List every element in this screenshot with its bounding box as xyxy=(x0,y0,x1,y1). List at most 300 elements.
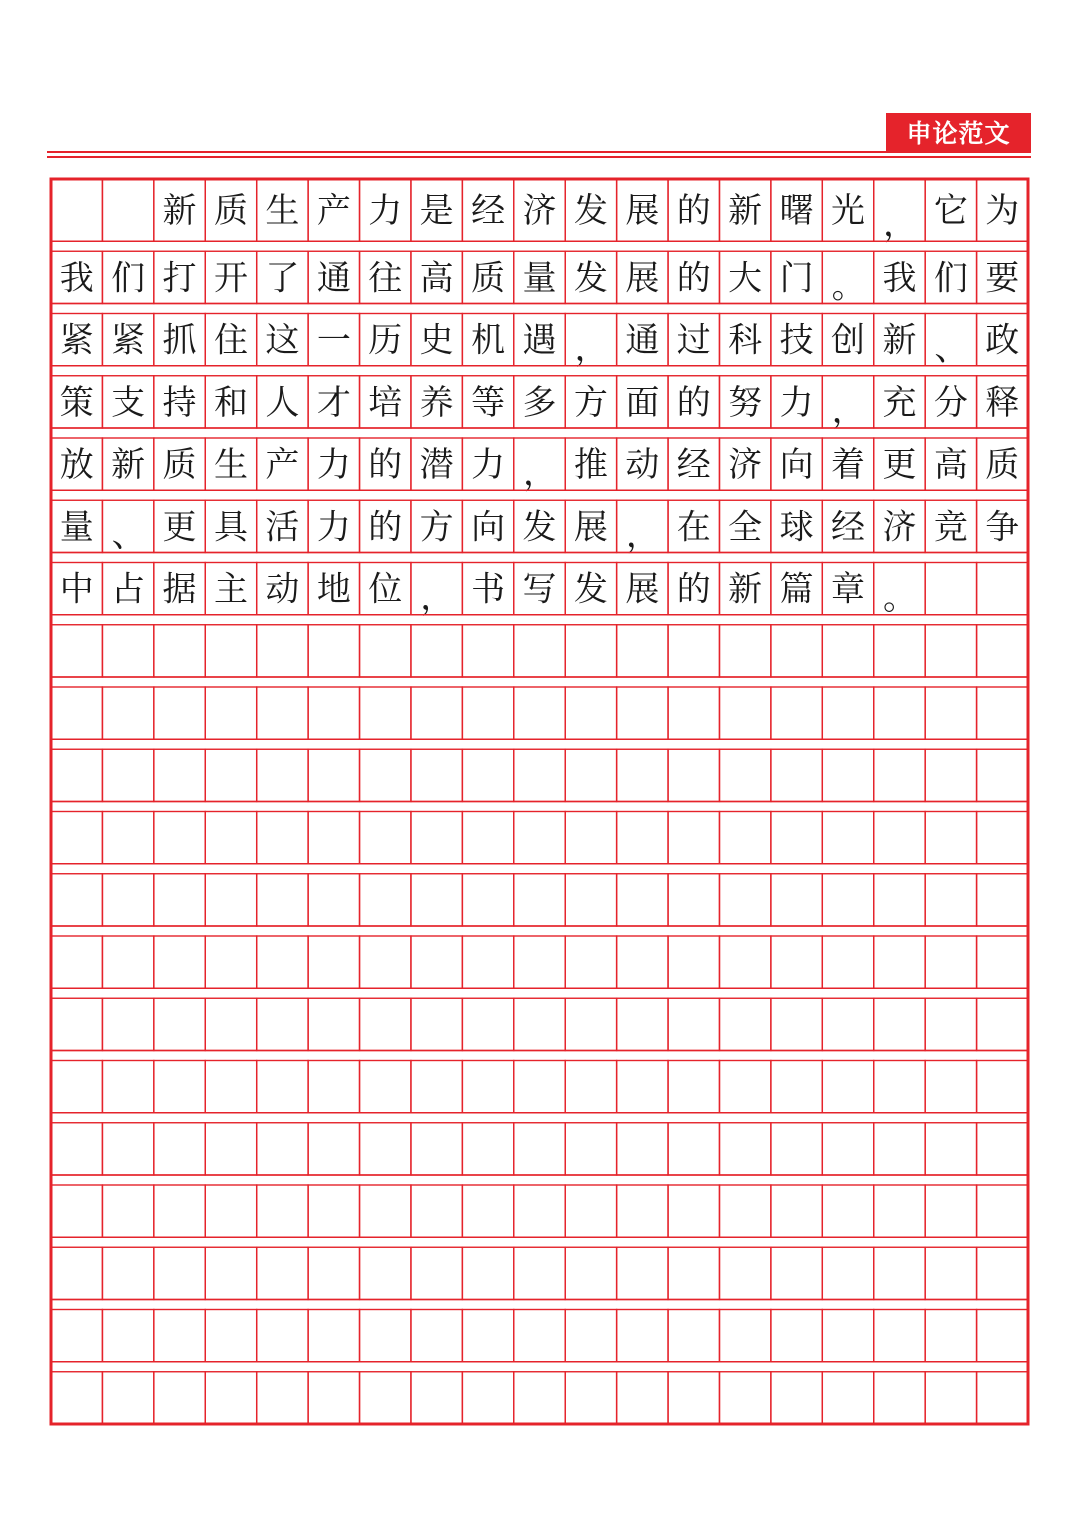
grid-cell xyxy=(565,687,616,739)
essay-character: 经 xyxy=(676,445,711,486)
grid-cell xyxy=(925,1123,976,1175)
essay-character: 发 xyxy=(573,569,608,610)
grid-cell xyxy=(205,1247,256,1299)
grid-cell xyxy=(360,1310,411,1362)
grid-cell xyxy=(360,1123,411,1175)
essay-character: 是 xyxy=(419,191,454,232)
essay-punctuation: ， xyxy=(831,391,866,431)
grid-cell xyxy=(154,1061,205,1113)
essay-character: 济 xyxy=(728,445,763,486)
grid-cell xyxy=(668,1372,719,1424)
grid-cell xyxy=(411,625,462,677)
essay-character: 新 xyxy=(728,569,763,610)
essay-character: 开 xyxy=(213,258,248,299)
grid-cell xyxy=(51,812,102,864)
grid-cell xyxy=(565,874,616,926)
grid-cell xyxy=(205,874,256,926)
grid-cell xyxy=(668,1061,719,1113)
grid-cell xyxy=(771,1247,822,1299)
grid-cell xyxy=(565,1123,616,1175)
grid-cell xyxy=(617,1123,668,1175)
grid-cell xyxy=(771,687,822,739)
grid-cell xyxy=(617,874,668,926)
grid-cell xyxy=(668,1247,719,1299)
grid-cell xyxy=(308,1310,359,1362)
grid-cell xyxy=(360,1185,411,1237)
grid-cell xyxy=(257,874,308,926)
grid-cell xyxy=(462,1061,513,1113)
grid-cell xyxy=(154,1123,205,1175)
grid-cell xyxy=(257,687,308,739)
essay-character: 们 xyxy=(933,258,968,299)
essay-character: 住 xyxy=(213,320,248,361)
grid-cell xyxy=(565,1185,616,1237)
essay-character: 们 xyxy=(111,258,146,299)
grid-cell xyxy=(668,1123,719,1175)
grid-cell xyxy=(771,1310,822,1362)
grid-cell xyxy=(102,749,153,801)
grid-cell xyxy=(977,1123,1028,1175)
grid-cell xyxy=(411,1123,462,1175)
grid-cell xyxy=(51,1061,102,1113)
essay-character: 质 xyxy=(213,191,248,232)
grid-cell xyxy=(874,998,925,1050)
grid-cell xyxy=(822,812,873,864)
grid-cell xyxy=(925,749,976,801)
grid-cell xyxy=(514,998,565,1050)
essay-character: 动 xyxy=(265,569,300,610)
grid-cell xyxy=(977,749,1028,801)
grid-cell xyxy=(719,625,770,677)
grid-cell xyxy=(102,687,153,739)
grid-cell xyxy=(102,936,153,988)
grid-cell xyxy=(257,936,308,988)
grid-cell xyxy=(51,625,102,677)
essay-character: 我 xyxy=(882,258,917,299)
grid-cell xyxy=(51,749,102,801)
grid-cell xyxy=(411,749,462,801)
essay-character: 方 xyxy=(419,507,454,548)
essay-character: 面 xyxy=(625,382,660,423)
essay-character: 等 xyxy=(471,382,506,423)
grid-cell xyxy=(257,1310,308,1362)
grid-cell xyxy=(411,1061,462,1113)
essay-character: 技 xyxy=(779,320,814,361)
essay-character: 生 xyxy=(265,191,300,232)
essay-character: 书 xyxy=(471,569,506,610)
grid-cell xyxy=(925,1061,976,1113)
grid-cell xyxy=(977,874,1028,926)
essay-character: 策 xyxy=(59,382,94,423)
grid-cell xyxy=(617,1372,668,1424)
essay-character: 全 xyxy=(728,507,763,548)
essay-character: 地 xyxy=(316,569,351,610)
grid-cell xyxy=(668,749,719,801)
essay-character: 曙 xyxy=(779,191,814,232)
grid-cell xyxy=(308,1372,359,1424)
grid-cell xyxy=(719,936,770,988)
grid-cell xyxy=(874,1123,925,1175)
grid-cell xyxy=(719,1247,770,1299)
essay-punctuation: 。 xyxy=(882,577,917,618)
grid-cell xyxy=(308,998,359,1050)
essay-punctuation: 、 xyxy=(111,515,146,556)
essay-character: 打 xyxy=(162,258,197,299)
grid-cell xyxy=(565,625,616,677)
essay-character: 向 xyxy=(471,507,506,548)
grid-cell xyxy=(154,749,205,801)
essay-character: 着 xyxy=(831,445,866,486)
essay-character: 支 xyxy=(111,382,146,423)
grid-cell xyxy=(668,625,719,677)
grid-cell xyxy=(514,687,565,739)
essay-character: 史 xyxy=(419,320,454,361)
essay-character: 具 xyxy=(213,507,248,548)
grid-cell xyxy=(565,749,616,801)
grid-cell xyxy=(668,1310,719,1362)
grid-cell xyxy=(360,625,411,677)
essay-character: 位 xyxy=(368,569,403,610)
grid-cell xyxy=(154,874,205,926)
essay-character: 养 xyxy=(419,382,454,423)
essay-character: 产 xyxy=(316,191,351,232)
grid-cell xyxy=(462,1372,513,1424)
grid-cell xyxy=(205,936,256,988)
essay-character: 展 xyxy=(625,569,660,610)
grid-cell xyxy=(102,1310,153,1362)
essay-character: 紧 xyxy=(111,320,146,361)
essay-character: 了 xyxy=(265,258,300,299)
grid-cell xyxy=(617,936,668,988)
grid-cell xyxy=(514,1310,565,1362)
grid-cell xyxy=(874,874,925,926)
grid-cell xyxy=(154,936,205,988)
essay-character: 创 xyxy=(831,320,866,361)
essay-character: 更 xyxy=(162,507,197,548)
essay-character: 发 xyxy=(522,507,557,548)
grid-cell xyxy=(462,1247,513,1299)
grid-cell xyxy=(308,1185,359,1237)
essay-character: 经 xyxy=(831,507,866,548)
essay-character: 紧 xyxy=(59,320,94,361)
grid-cell xyxy=(308,1061,359,1113)
essay-character: 产 xyxy=(265,445,300,486)
essay-character: 和 xyxy=(213,382,248,423)
grid-cell xyxy=(360,749,411,801)
essay-punctuation: ， xyxy=(574,328,609,369)
essay-category-badge: 申论范文 xyxy=(886,113,1031,151)
grid-cell xyxy=(514,1185,565,1237)
grid-cell xyxy=(154,1372,205,1424)
grid-cell xyxy=(514,874,565,926)
grid-cell xyxy=(617,1061,668,1113)
grid-cell xyxy=(771,936,822,988)
grid-cell xyxy=(411,1372,462,1424)
grid-cell xyxy=(977,1372,1028,1424)
grid-cell xyxy=(205,625,256,677)
grid-cell xyxy=(977,1061,1028,1113)
grid-cell xyxy=(360,874,411,926)
grid-cell xyxy=(257,1372,308,1424)
grid-cell xyxy=(719,874,770,926)
grid-cell xyxy=(462,1185,513,1237)
grid-cell xyxy=(411,936,462,988)
grid-cell xyxy=(925,687,976,739)
essay-character: 济 xyxy=(882,507,917,548)
essay-character: 努 xyxy=(728,382,763,423)
essay-character: 的 xyxy=(676,569,711,610)
grid-cell xyxy=(462,687,513,739)
grid-cell xyxy=(205,1061,256,1113)
grid-cell xyxy=(771,1372,822,1424)
grid-cell xyxy=(51,874,102,926)
grid-cell xyxy=(617,1310,668,1362)
grid-cell xyxy=(617,1185,668,1237)
essay-character: 充 xyxy=(882,382,917,423)
essay-character: 章 xyxy=(831,569,866,610)
essay-character: 质 xyxy=(162,445,197,486)
essay-character: 新 xyxy=(111,445,146,486)
grid-cell xyxy=(565,1061,616,1113)
grid-cell xyxy=(154,1185,205,1237)
grid-cell xyxy=(102,625,153,677)
grid-cell xyxy=(617,998,668,1050)
essay-character: 球 xyxy=(779,507,814,548)
grid-cell xyxy=(565,1372,616,1424)
grid-cell xyxy=(360,687,411,739)
grid-cell xyxy=(462,1310,513,1362)
grid-cell xyxy=(719,749,770,801)
essay-punctuation: ， xyxy=(625,515,660,556)
essay-character: 通 xyxy=(316,258,351,299)
grid-cell xyxy=(51,687,102,739)
grid-cell xyxy=(977,563,1028,615)
grid-cell xyxy=(977,1310,1028,1362)
grid-cell xyxy=(257,1061,308,1113)
grid-cell xyxy=(308,687,359,739)
grid-cell xyxy=(874,936,925,988)
grid-cell xyxy=(719,1372,770,1424)
grid-cell xyxy=(822,1247,873,1299)
grid-cell xyxy=(411,1247,462,1299)
grid-cell xyxy=(617,749,668,801)
grid-cell xyxy=(411,998,462,1050)
grid-cell xyxy=(257,1123,308,1175)
essay-punctuation: ， xyxy=(882,204,917,245)
essay-character: 质 xyxy=(471,258,506,299)
grid-cell xyxy=(51,998,102,1050)
grid-cell xyxy=(822,1372,873,1424)
grid-cell xyxy=(925,812,976,864)
essay-character: 中 xyxy=(59,569,94,610)
grid-cell xyxy=(360,1372,411,1424)
grid-cell xyxy=(257,749,308,801)
grid-cell xyxy=(308,1247,359,1299)
grid-cell xyxy=(102,812,153,864)
grid-cell xyxy=(874,625,925,677)
grid-cell xyxy=(668,874,719,926)
grid-cell xyxy=(977,687,1028,739)
essay-character: 占 xyxy=(111,569,146,610)
grid-cell xyxy=(874,1247,925,1299)
grid-cell xyxy=(102,1247,153,1299)
essay-character: 一 xyxy=(316,320,351,361)
essay-character: 高 xyxy=(933,445,968,486)
grid-cell xyxy=(925,1185,976,1237)
grid-cell xyxy=(514,1372,565,1424)
essay-character: 力 xyxy=(779,382,814,423)
essay-character: 放 xyxy=(59,445,94,486)
essay-character: 培 xyxy=(368,382,403,423)
essay-character: 争 xyxy=(985,507,1020,548)
essay-character: 篇 xyxy=(779,569,814,610)
grid-cell xyxy=(205,749,256,801)
grid-cell xyxy=(257,1247,308,1299)
grid-cell xyxy=(565,998,616,1050)
essay-punctuation: 。 xyxy=(831,266,866,307)
grid-cell xyxy=(462,625,513,677)
grid-cell xyxy=(514,1123,565,1175)
essay-character: 潜 xyxy=(419,445,454,486)
essay-punctuation: ， xyxy=(420,577,455,618)
essay-punctuation: 、 xyxy=(934,328,969,369)
essay-character: 质 xyxy=(985,445,1020,486)
essay-character: 据 xyxy=(162,569,197,610)
grid-cell xyxy=(719,1185,770,1237)
grid-cell xyxy=(925,998,976,1050)
grid-cell xyxy=(514,625,565,677)
grid-cell xyxy=(771,1123,822,1175)
grid-cell xyxy=(565,1247,616,1299)
grid-cell xyxy=(51,936,102,988)
essay-character: 更 xyxy=(882,445,917,486)
grid-cell xyxy=(977,625,1028,677)
grid-cell xyxy=(257,625,308,677)
essay-character: 往 xyxy=(368,258,403,299)
grid-cell xyxy=(154,998,205,1050)
grid-cell xyxy=(205,687,256,739)
grid-cell xyxy=(102,874,153,926)
grid-cell xyxy=(51,1123,102,1175)
grid-cell xyxy=(514,936,565,988)
grid-cell xyxy=(925,1372,976,1424)
grid-cell xyxy=(154,1310,205,1362)
grid-cell xyxy=(771,625,822,677)
grid-cell xyxy=(719,1123,770,1175)
grid-cell xyxy=(925,1247,976,1299)
essay-character: 动 xyxy=(625,445,660,486)
grid-cell xyxy=(925,936,976,988)
grid-cell xyxy=(411,874,462,926)
grid-cell xyxy=(51,179,102,241)
grid-cell xyxy=(668,998,719,1050)
essay-character: 生 xyxy=(213,445,248,486)
grid-cell xyxy=(617,812,668,864)
essay-character: 量 xyxy=(522,258,557,299)
grid-cell xyxy=(462,998,513,1050)
grid-cell xyxy=(822,1123,873,1175)
grid-cell xyxy=(565,936,616,988)
grid-cell xyxy=(771,1185,822,1237)
grid-cell xyxy=(668,687,719,739)
essay-character: 要 xyxy=(985,258,1020,299)
grid-cell xyxy=(617,1247,668,1299)
essay-character: 展 xyxy=(573,507,608,548)
grid-cell xyxy=(411,1310,462,1362)
grid-cell xyxy=(874,1061,925,1113)
essay-character: 历 xyxy=(368,320,403,361)
essay-character: 才 xyxy=(316,382,351,423)
essay-character: 的 xyxy=(676,382,711,423)
essay-character: 释 xyxy=(985,382,1020,423)
grid-cell xyxy=(822,1185,873,1237)
grid-cell xyxy=(102,998,153,1050)
essay-character: 的 xyxy=(676,191,711,232)
essay-character: 新 xyxy=(728,191,763,232)
grid-cell xyxy=(102,1061,153,1113)
grid-cell xyxy=(308,936,359,988)
grid-cell xyxy=(874,687,925,739)
grid-cell xyxy=(771,812,822,864)
grid-cell xyxy=(977,936,1028,988)
essay-character: 过 xyxy=(676,320,711,361)
grid-cell xyxy=(874,1185,925,1237)
grid-cell xyxy=(925,874,976,926)
grid-cell xyxy=(874,1310,925,1362)
grid-cell xyxy=(668,1185,719,1237)
essay-character: 展 xyxy=(625,191,660,232)
grid-cell xyxy=(154,1247,205,1299)
essay-character: 展 xyxy=(625,258,660,299)
grid-cell xyxy=(874,1372,925,1424)
grid-cell xyxy=(822,936,873,988)
grid-cell xyxy=(771,874,822,926)
essay-character: 遇 xyxy=(522,320,557,361)
grid-cell xyxy=(565,812,616,864)
grid-cell xyxy=(874,812,925,864)
essay-character: 这 xyxy=(265,320,300,361)
grid-cell xyxy=(102,1372,153,1424)
essay-character: 推 xyxy=(573,445,608,486)
essay-character: 的 xyxy=(368,507,403,548)
essay-punctuation: ， xyxy=(523,453,558,494)
grid-cell xyxy=(308,812,359,864)
grid-cell xyxy=(51,1372,102,1424)
grid-cell xyxy=(977,1247,1028,1299)
essay-character: 济 xyxy=(522,191,557,232)
grid-cell xyxy=(462,936,513,988)
grid-cell xyxy=(925,625,976,677)
grid-cell xyxy=(771,1061,822,1113)
essay-character: 的 xyxy=(676,258,711,299)
grid-cell xyxy=(771,749,822,801)
grid-cell xyxy=(360,1247,411,1299)
essay-character: 竞 xyxy=(933,507,968,548)
essay-character: 人 xyxy=(265,382,300,423)
grid-cell xyxy=(719,1061,770,1113)
grid-cell xyxy=(514,1247,565,1299)
grid-cell xyxy=(205,1123,256,1175)
essay-character: 它 xyxy=(933,191,968,232)
grid-cell xyxy=(822,874,873,926)
grid-cell xyxy=(308,1123,359,1175)
grid-cell xyxy=(154,812,205,864)
grid-cell xyxy=(360,812,411,864)
grid-cell xyxy=(617,625,668,677)
grid-cell xyxy=(411,687,462,739)
essay-character: 多 xyxy=(522,382,557,423)
grid-cell xyxy=(771,998,822,1050)
